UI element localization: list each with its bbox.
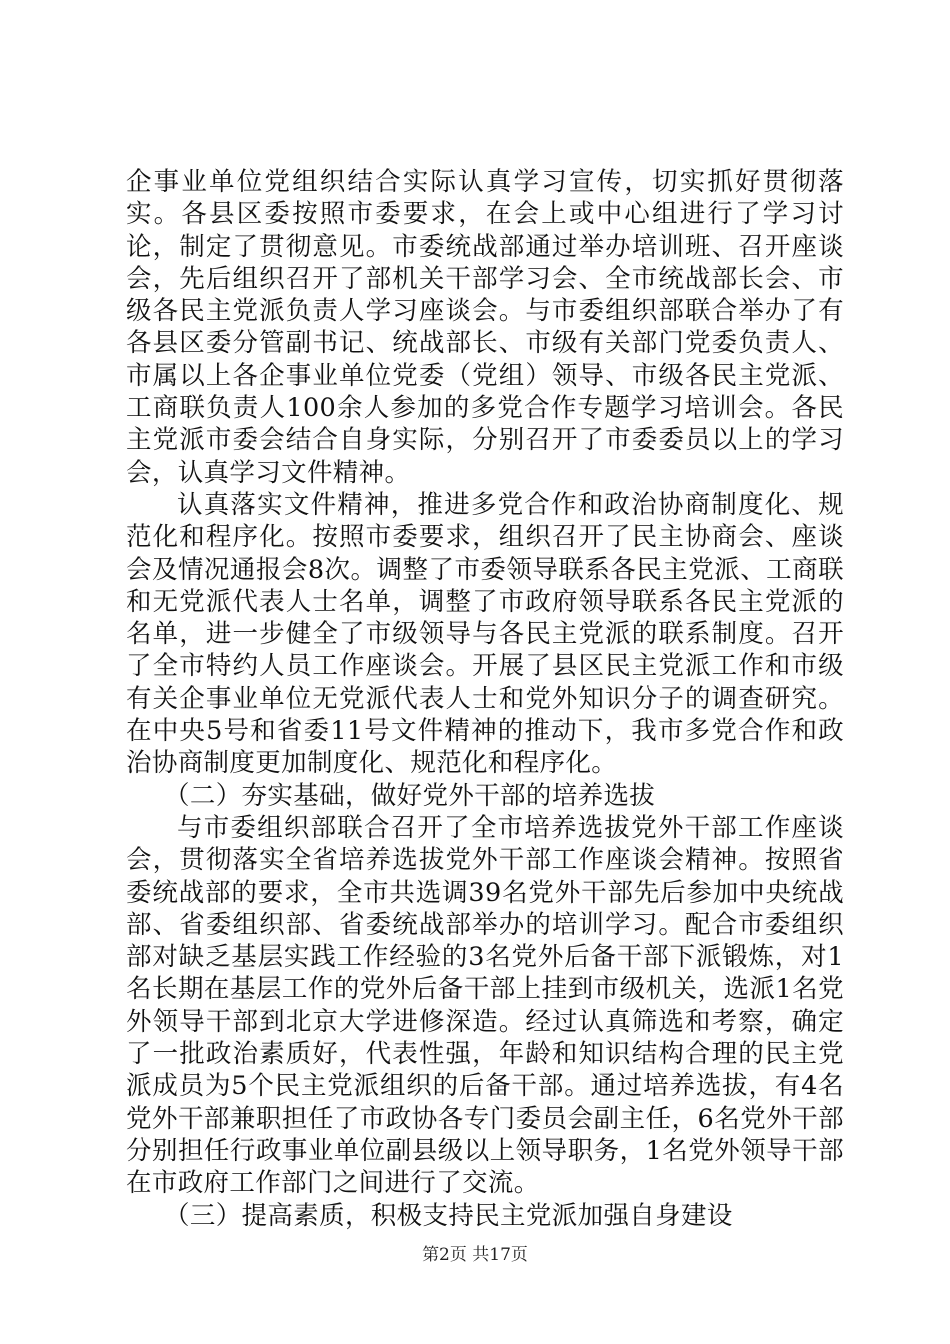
section-heading-party-building: （三）提高素质，积极支持民主党派加强自身建设: [164, 1200, 733, 1231]
paragraph-cadre-selection: 与市委组织部联合召开了全市培养选拔党外干部工作座谈会，贯彻落实全省培养选拔党外干部工作座谈会精神。按照省委统战部的要求，全市共选调39名党外干部先后参加中央统战部、省委组织部、省委统战部举办的培训学习。配合市委组织部对缺乏基层实践工作经验的3名党外后备干部下派锻炼，对1名长期在基层工作的党外后备干部上挂到市级机关，选派1名党外领导干部到北京大学进修深造。经过认真筛选和考察，确定了一批政治素质好，代表性强，年龄和知识结构合理的民主党派成员为5个民主党派组织的后备干部。通过培养选拔，有4名党外干部兼职担任了市政协各专门委员会副主任，6名党外干部分别担任行政事业单位副县级以上领导职务，1名党外领导干部在市政府工作部门之间进行了交流。: [126, 812, 844, 1199]
page-number-footer: 第2页 共17页: [422, 1245, 528, 1265]
document-body: [126, 166, 844, 1232]
section-heading-cadre-training: （二）夯实基础，做好党外干部的培养选拔: [164, 780, 656, 811]
paragraph-study-implementation: 企事业单位党组织结合实际认真学习宣传，切实抓好贯彻落实。各县区委按照市委要求，在会上或中心组进行了学习讨论，制定了贯彻意见。市委统战部通过举办培训班、召开座谈会，先后组织召开了部机关干部学习会、全市统战部长会、市级各民主党派负责人学习座谈会。与市委组织部联合举办了有各县区委分管副书记、统战部长、市级有关部门党委负责人、市属以上各企事业单位党委（党组）领导、市级各民主党派、工商联负责人100余人参加的多党合作专题学习培训会。各民主党派市委会结合自身实际，分别召开了市委委员以上的学习会，认真学习文件精神。: [126, 167, 844, 488]
paragraph-multiparty-cooperation: 认真落实文件精神，推进多党合作和政治协商制度化、规范化和程序化。按照市委要求，组织召开了民主协商会、座谈会及情况通报会8次。调整了市委领导联系各民主党派、工商联和无党派代表人士名单，调整了市政府领导联系各民主党派的名单，进一步健全了市级领导与各民主党派的联系制度。召开了全市特约人员工作座谈会。开展了县区民主党派工作和市级有关企事业单位无党派代表人士和党外知识分子的调查研究。在中央5号和省委11号文件精神的推动下，我市多党合作和政治协商制度更加制度化、规范化和程序化。: [126, 489, 844, 779]
